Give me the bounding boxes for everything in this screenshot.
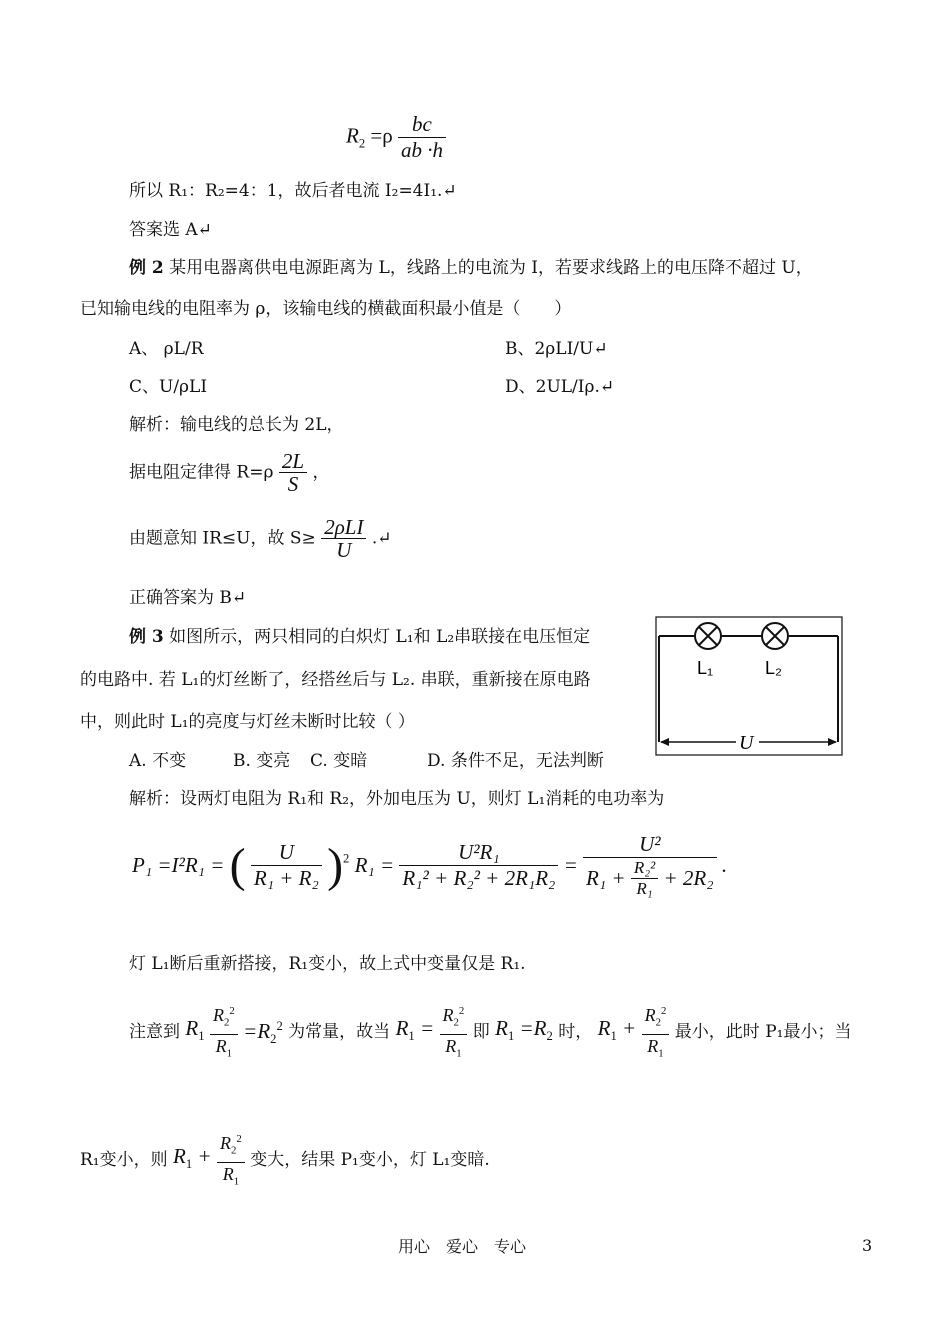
example-2-line-2: 已知输电线的电阻率为 ρ，该输电线的横截面积最小值是（ ） — [80, 299, 572, 319]
fraction-u-over-r1r2: $\frac{U}{\text{R₁ + R₂}}$ — [251, 840, 322, 891]
label-l2: L₂ — [765, 658, 782, 678]
analysis-3: 解析：设两灯电阻为 R₁和 R₂，外加电压为 U，则灯 L₁消耗的电功率为 — [129, 789, 665, 809]
fraction-u2r1: $\frac{\text{U²R₁}}{\text{R₁² + R₂² + 2R₁R₂}}$ — [399, 840, 558, 891]
lamp-l1-icon — [695, 623, 721, 649]
label-l1: L₁ — [697, 658, 714, 678]
ex3-option-d: D. 条件不足，无法判断 — [427, 751, 604, 771]
circuit-diagram — [655, 616, 845, 764]
label-u: U — [739, 732, 754, 754]
correct-answer-b: 正确答案为 B↵ — [129, 588, 247, 608]
example-3-line-3: 中，则此时 L₁的亮度与灯丝未断时比较（ ） — [80, 712, 415, 732]
ex3-option-a: A. 不变 — [129, 751, 187, 771]
answer-a-line: 答案选 A↵ — [129, 220, 212, 240]
example-2-label: 例 2 — [129, 258, 164, 278]
footer-center: 用心 爱心 专心 — [398, 1237, 527, 1256]
resistance-law-line: 据电阻定律得 R=ρ $\frac{2L}{S}$ ， — [129, 449, 330, 496]
example-3-line-2: 的电路中. 若 L₁的灯丝断了，经搭丝后与 L₂. 串联，重新接在原电路 — [80, 670, 591, 690]
ratio-line: 所以 R₁：R₂=4：1，故后者电流 I₂=4I₁.↵ — [129, 181, 457, 201]
fraction-2rholi-over-u: $\frac{\text{2ρLI}}{U}$ — [321, 516, 366, 561]
p1-formula: P₁ =I²R₁ = ( $\frac{U}{\text{R₁ + R₂}}$ )$^2$ R₁ = $\frac{\text{U²R₁}}{\text{R₁² + R₂² + 2R₁R₂}}$ = U² R₁ + $\frac{\text{R₂²}}{\text{R₁}}$ + 2R₂ . — [132, 832, 728, 898]
arrowhead-right-icon — [828, 738, 837, 746]
last-line: R₁变小，则 $R_1$ + $\frac{R_2^2}{R_1}$ 变大，结果 P₁变小，灯 L₁变暗. — [80, 1128, 490, 1192]
after-break-line: 灯 L₁断后重新搭接，R₁变小，故上式中变量仅是 R₁. — [129, 954, 526, 974]
condition-line: 由题意知 IR≤U，故 S≥ $\frac{\text{2ρLI}}{U}$ .↵ — [129, 515, 392, 562]
ex3-option-b: B. 变亮 — [233, 751, 291, 771]
arrowhead-left-icon — [660, 738, 669, 746]
example-3-line-1: 例 3 如图所示，两只相同的白炽灯 L₁和 L₂串联接在电压恒定 — [129, 627, 591, 647]
right-paren: ) — [327, 839, 344, 892]
page-number: 3 — [862, 1236, 873, 1255]
fraction-2l-over-s: $\frac{2L}{S}$ — [279, 450, 307, 495]
example-3-label: 例 3 — [129, 627, 164, 647]
option-a: A、 ρL/R — [129, 339, 204, 359]
analysis-2: 解析：输电线的总长为 2L， — [129, 415, 344, 435]
option-b: B、2ρLI/U↵ — [505, 339, 608, 359]
fraction-bc-over-abh: $\frac{bc}{ab \cdot h}$ — [398, 112, 446, 163]
lamp-l2-icon — [762, 623, 788, 649]
fraction-u2-over-sum: U² R₁ + $\frac{\text{R₂²}}{\text{R₁}}$ + 2R₂ — [583, 832, 717, 899]
option-c: C、U/ρLI — [129, 377, 208, 397]
ex3-option-c: C. 变暗 — [310, 751, 368, 771]
note-line: 注意到 $R_1$ $\frac{R_2^2}{R_1}$ $=R_2^2$ 为常量，故当 $R_1$ = $\frac{R_2^2}{R_1}$ 即 $R_1 =R_2$ 时， $R_1$ + $\frac{R_2^2}{R_1}$ 最小，此时 P₁最小；当 — [129, 1000, 851, 1064]
option-d: D、2UL/Iρ.↵ — [505, 377, 615, 397]
example-2-line-1: 例 2 某用电器离供电电源距离为 L，线路上的电流为 I，若要求线路上的电压降不超过 U， — [129, 258, 813, 278]
left-paren: ( — [229, 839, 246, 892]
formula-r2: $R_2 =\rho$ $\frac{bc}{ab \cdot h}$ — [346, 112, 446, 163]
